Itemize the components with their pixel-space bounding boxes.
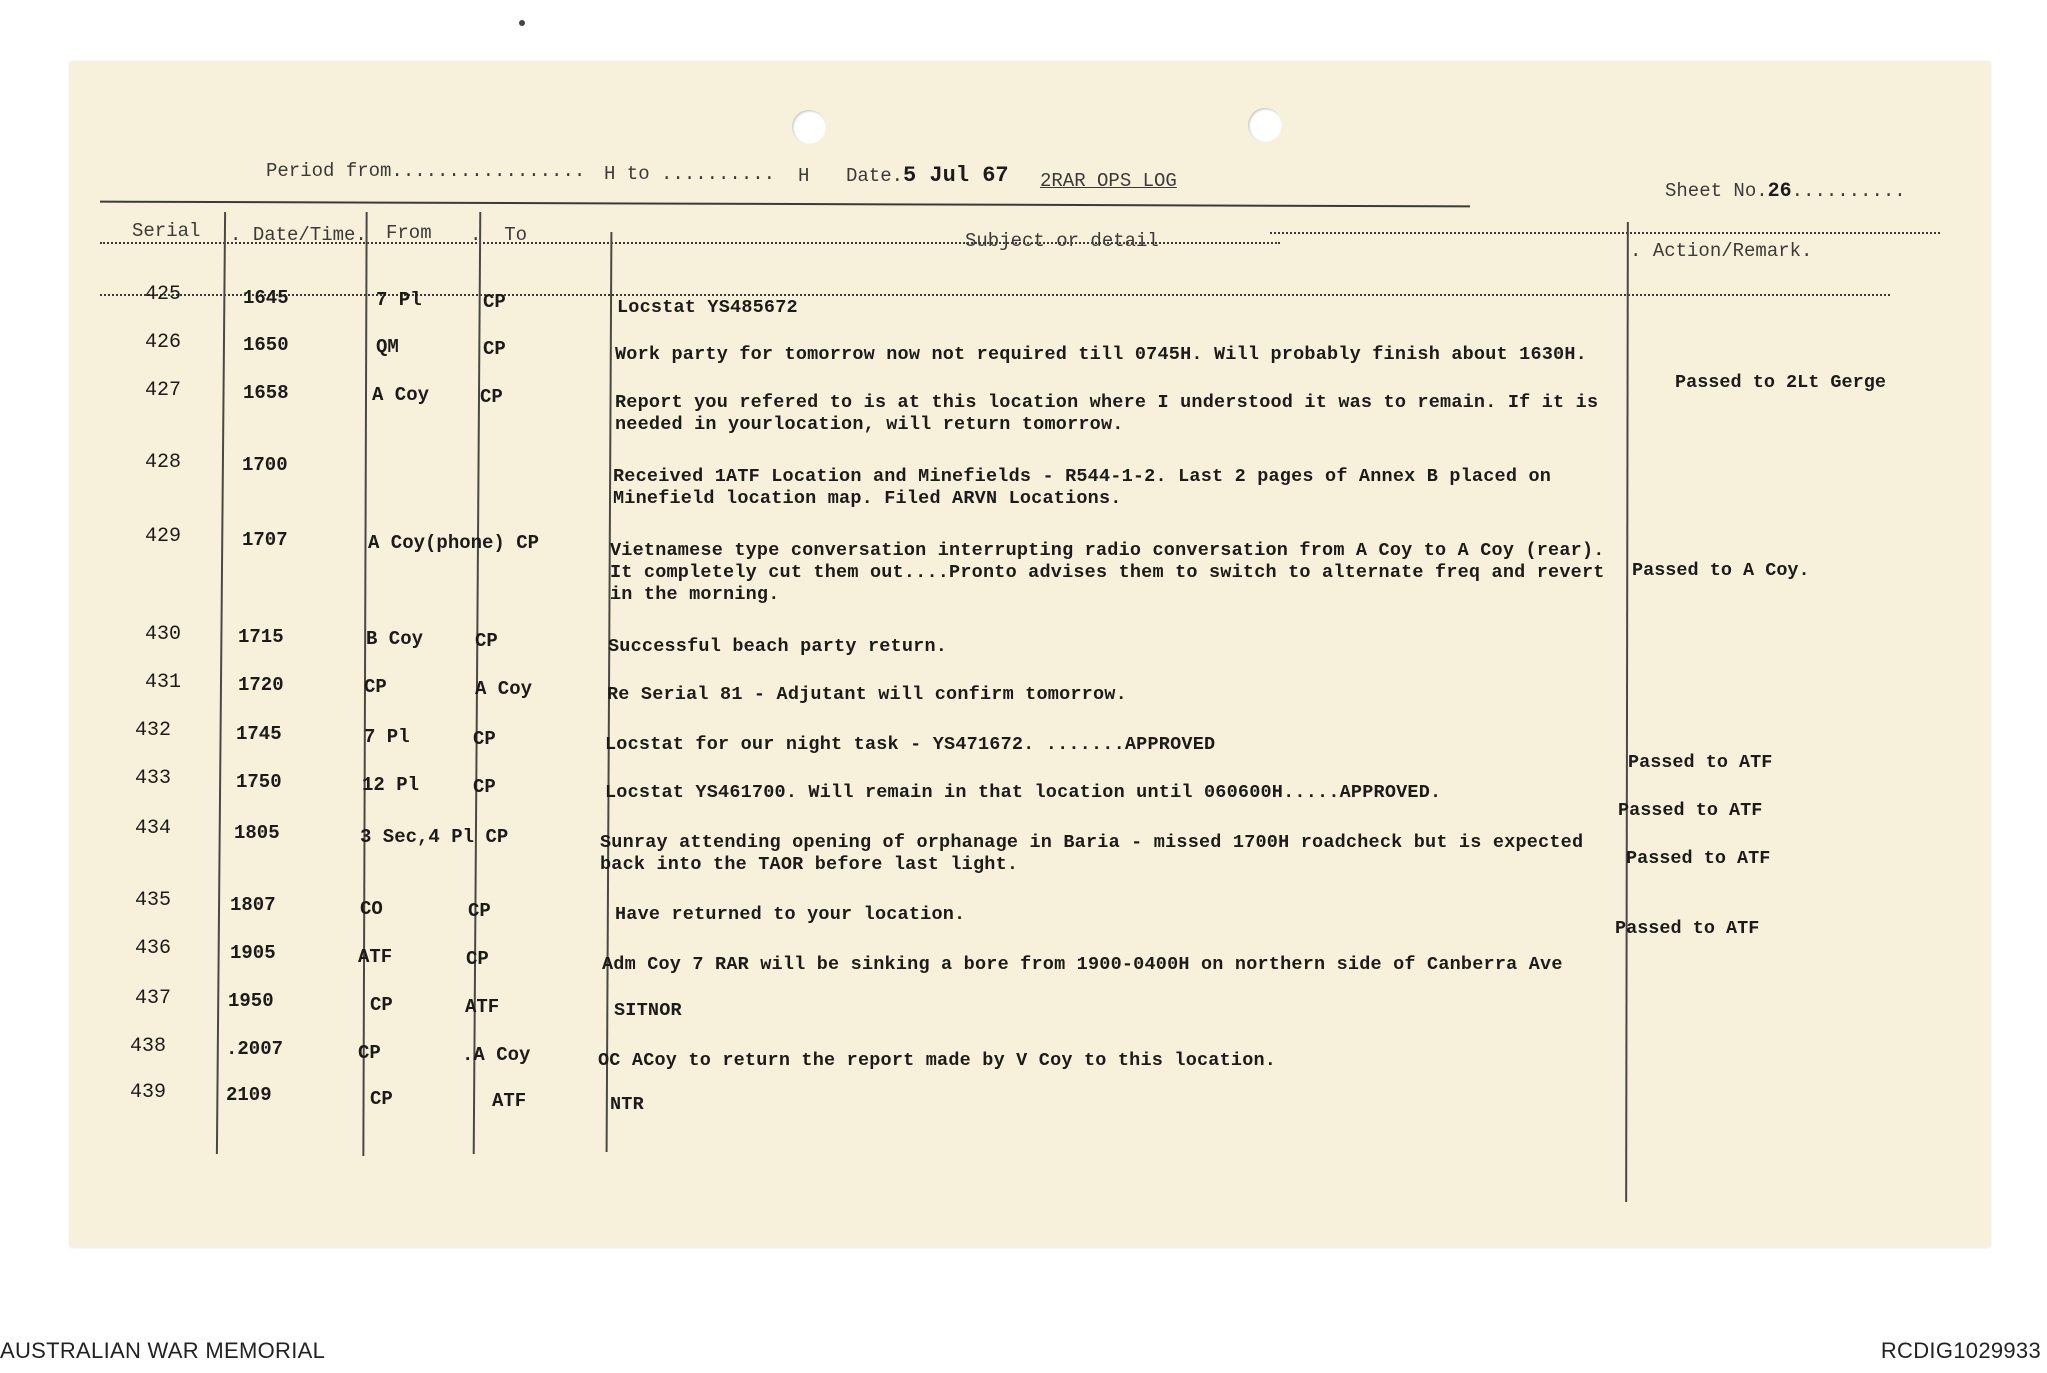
row-429-from: A Coy(phone) CP [368, 532, 540, 554]
row-433-to: CP [473, 776, 496, 798]
row-428-time: 1700 [242, 454, 288, 476]
row-428-serial: 428 [145, 451, 182, 474]
row-434-action: Passed to ATF [1626, 848, 1771, 869]
col-datetime-header: . Date/Time. [230, 224, 367, 246]
row-431-serial: 431 [145, 671, 182, 694]
row-425-time: 1645 [243, 287, 289, 309]
col-to-header: . To [470, 224, 528, 246]
sheet-number-value: 26 [1767, 180, 1792, 203]
row-430-time: 1715 [238, 626, 284, 648]
row-433-from: 12 Pl [362, 774, 420, 796]
row-432-subject: Locstat for our night task - YS471672. .......APPROVED [605, 734, 1216, 755]
row-431-from: CP [364, 676, 387, 698]
row-439-time: 2109 [226, 1084, 272, 1106]
row-433-time: 1750 [236, 771, 282, 793]
row-439-serial: 439 [130, 1081, 167, 1104]
date-value: 5 Jul 67 [903, 163, 1009, 188]
row-436-serial: 436 [135, 937, 172, 960]
ops-log-sheet [70, 62, 1990, 1247]
row-425-subject: Locstat YS485672 [617, 297, 798, 318]
row-437-to: ATF [465, 996, 500, 1018]
header-rule-top-dotted [1270, 232, 1940, 234]
row-432-action: Passed to ATF [1628, 752, 1773, 773]
column-header-rule [100, 294, 1890, 296]
row-434-time: 1805 [234, 822, 280, 844]
row-437-from: CP [370, 994, 393, 1016]
row-435-action: Passed to ATF [1615, 918, 1760, 939]
row-438-from: CP [358, 1042, 381, 1064]
row-438-subject: OC ACoy to return the report made by V Coy to this location. [598, 1050, 1277, 1071]
row-436-subject: Adm Coy 7 RAR will be sinking a bore from 1900-0400H on northern side of Canberra Ave [602, 954, 1563, 975]
col-serial-header: Serial [132, 220, 201, 242]
row-431-time: 1720 [238, 674, 284, 696]
paper-speck [519, 20, 525, 26]
row-426-action: Passed to 2Lt Gerge [1675, 372, 1886, 393]
row-430-from: B Coy [366, 628, 424, 650]
archive-name: AUSTRALIAN WAR MEMORIAL [0, 1338, 326, 1363]
col-action-header: . Action/Remark. [1630, 240, 1813, 262]
row-433-serial: 433 [135, 767, 172, 790]
row-439-subject: NTR [610, 1094, 644, 1115]
row-426-time: 1650 [243, 334, 289, 356]
row-427-serial: 427 [145, 379, 182, 402]
row-430-serial: 430 [145, 623, 182, 646]
row-433-action: Passed to ATF [1618, 800, 1763, 821]
row-427-time: 1658 [243, 382, 289, 404]
row-432-time: 1745 [236, 723, 282, 745]
punch-hole-left [792, 110, 826, 144]
h-label: H [798, 165, 810, 187]
row-439-from: CP [370, 1088, 393, 1110]
row-432-from: 7 Pl [364, 726, 410, 748]
row-437-serial: 437 [135, 987, 172, 1010]
h-to-label: H to .......... [604, 163, 776, 185]
row-431-to: A Coy [475, 678, 533, 700]
row-426-to: CP [483, 338, 506, 360]
row-434-from: 3 Sec,4 Pl CP [360, 826, 509, 848]
row-426-from: QM [376, 336, 399, 358]
row-427-from: A Coy [372, 384, 430, 406]
row-428-subject: Received 1ATF Location and Minefields - R544-1-2. Last 2 pages of Annex B placed on Minefield location map. Filed ARVN Locations. [613, 466, 1552, 509]
row-433-subject: Locstat YS461700. Will remain in that location until 060600H.....APPROVED. [605, 782, 1442, 803]
log-title: 2RAR OPS LOG [1040, 170, 1177, 192]
row-436-from: ATF [358, 946, 393, 968]
row-435-from: CO [360, 898, 383, 920]
row-429-action: Passed to A Coy. [1632, 560, 1810, 581]
header-rule-top [100, 201, 1470, 208]
row-437-subject: SITNOR [614, 1000, 682, 1021]
row-438-time: .2007 [226, 1038, 284, 1060]
row-426-serial: 426 [145, 331, 182, 354]
row-425-from: 7 Pl [376, 289, 422, 311]
date-field: Date.5 Jul 67 [846, 163, 1009, 188]
row-426-subject: Work party for tomorrow now not required till 0745H. Will probably finish about 1630H. [615, 344, 1587, 365]
row-435-time: 1807 [230, 894, 276, 916]
row-439-to: ATF [492, 1090, 527, 1112]
row-427-to: CP [480, 386, 503, 408]
row-429-time: 1707 [242, 529, 288, 551]
row-437-time: 1950 [228, 990, 274, 1012]
row-430-subject: Successful beach party return. [608, 636, 948, 657]
row-436-time: 1905 [230, 942, 276, 964]
row-432-serial: 432 [135, 719, 172, 742]
sheet-number-field: Sheet No.26.......... [1665, 180, 1906, 203]
col-divider-subject [1625, 222, 1629, 1202]
row-435-subject: Have returned to your location. [615, 904, 966, 925]
punch-hole-right [1248, 108, 1282, 142]
period-from-label: Period from................. [266, 160, 586, 182]
row-434-subject: Sunray attending opening of orphanage in Baria - missed 1700H roadcheck but is expected back into the TAOR before last light. [600, 832, 1584, 875]
col-subject-header: Subject or detail [965, 230, 1159, 252]
row-434-serial: 434 [135, 817, 172, 840]
archive-id: RCDIG1029933 [1880, 1338, 2041, 1363]
row-431-subject: Re Serial 81 - Adjutant will confirm tomorrow. [607, 684, 1127, 705]
row-438-serial: 438 [130, 1035, 167, 1058]
row-429-serial: 429 [145, 525, 182, 548]
row-435-to: CP [468, 900, 491, 922]
row-427-subject: Report you refered to is at this location where I understood it was to remain. If it is needed in yourlocation, will return tomorrow. [615, 392, 1599, 435]
row-425-serial: 425 [145, 283, 182, 306]
row-425-to: CP [483, 291, 506, 313]
row-435-serial: 435 [135, 889, 172, 912]
col-divider-serial [216, 212, 226, 1154]
row-438-to: .A Coy [462, 1044, 531, 1066]
col-from-header: From [386, 222, 432, 244]
row-429-subject: Vietnamese type conversation interrupting radio conversation from A Coy to A Coy (rear). It completely cut them out....Pronto advises them to switch to alternate freq and revert in the morning. [610, 540, 1605, 605]
row-432-to: CP [473, 728, 496, 750]
row-436-to: CP [466, 948, 489, 970]
row-430-to: CP [475, 630, 498, 652]
